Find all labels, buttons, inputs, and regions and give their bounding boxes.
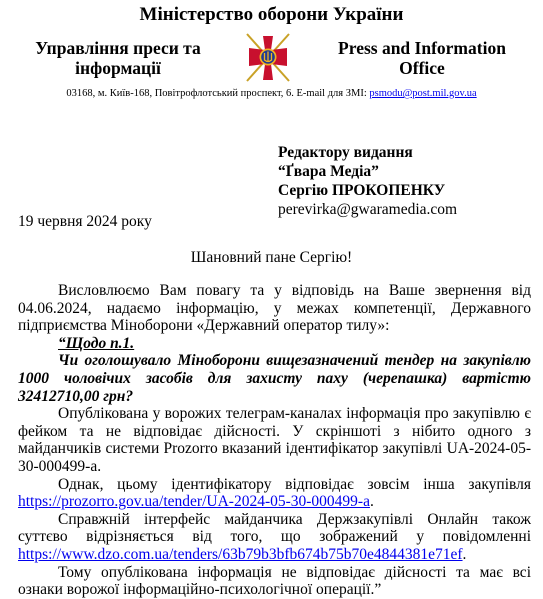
paragraph-3-text: Справжній інтерфейс майданчика Держзакупівлі Онлайн також суттєво відрізняється від того, що зображений у повідомленні <box>18 510 531 546</box>
recipient-line1: Редактору видання <box>278 144 413 161</box>
address-line <box>0 88 543 99</box>
right-header-line2: Office <box>399 58 445 78</box>
reference-heading: “Щодо п.1. <box>58 334 135 352</box>
letter-date: 19 червня 2024 року <box>18 213 152 230</box>
paragraph-3-end: . <box>462 545 467 563</box>
intro-paragraph: Висловлюємо Вам повагу та у відповідь на Ваше звернення від 04.06.2024, надаємо інформацію, у межах компетенції, Державного підприємства Міноборони «Державний оператор тилу»: <box>18 282 531 335</box>
question-paragraph: Чи оголошувало Міноборони вищезазначений тендер на закупівлю 1000 чоловічих засобів для захисту паху (черепашка) вартістю 32412710,00 грн? <box>18 352 531 405</box>
prozorro-link[interactable]: https://prozorro.gov.ua/tender/UA-2024-05-30-000499-a <box>18 493 370 511</box>
paragraph-2-text: Однак, цьому ідентифікатору відповідає зовсім інша закупівля <box>58 475 531 493</box>
ministry-title: Міністерство оборони України <box>139 4 404 25</box>
right-header <box>322 38 522 78</box>
recipient-line2: “Ґвара Медіа” <box>278 163 379 180</box>
paragraph-4: Тому опублікована інформація не відповідає дійсності та має всі ознаки ворожої інформаційно-психологічної операції.” <box>18 563 531 599</box>
dzo-link[interactable]: https://www.dzo.com.ua/tenders/63b79b3bfb674b75b70e4844381e71ef <box>18 545 463 563</box>
left-header-line1: Управління преси та <box>35 38 201 58</box>
press-email-link[interactable]: psmodu@post.mil.gov.ua <box>369 88 477 99</box>
recipient-block <box>278 143 457 219</box>
tryzub-emblem-icon <box>243 30 293 85</box>
letter-body <box>18 282 531 599</box>
address-text: 03168, м. Київ-168, Повітрофлотський проспект, 6. E-mail для ЗМІ: <box>66 88 370 99</box>
paragraph-1: Опублікована у ворожих телеграм-каналах інформація про закупівлю є фейком та не відповідає дійсності. У скріншоті з нібито одного з майданчиків системи Prozorro вказаний ідентифікатор закупівлі UA-2024-05-30-000499-a. <box>18 405 531 475</box>
left-header <box>18 38 218 78</box>
recipient-email: perevirka@gwaramedia.com <box>278 201 458 218</box>
right-header-line1: Press and Information <box>338 38 506 58</box>
greeting: Шановний пане Сергію! <box>190 249 353 266</box>
recipient-line3: Сергію ПРОКОПЕНКУ <box>278 182 446 199</box>
paragraph-3 <box>18 511 531 564</box>
paragraph-2-end: . <box>369 493 374 511</box>
paragraph-2 <box>18 476 531 511</box>
left-header-line2: інформації <box>75 58 161 78</box>
